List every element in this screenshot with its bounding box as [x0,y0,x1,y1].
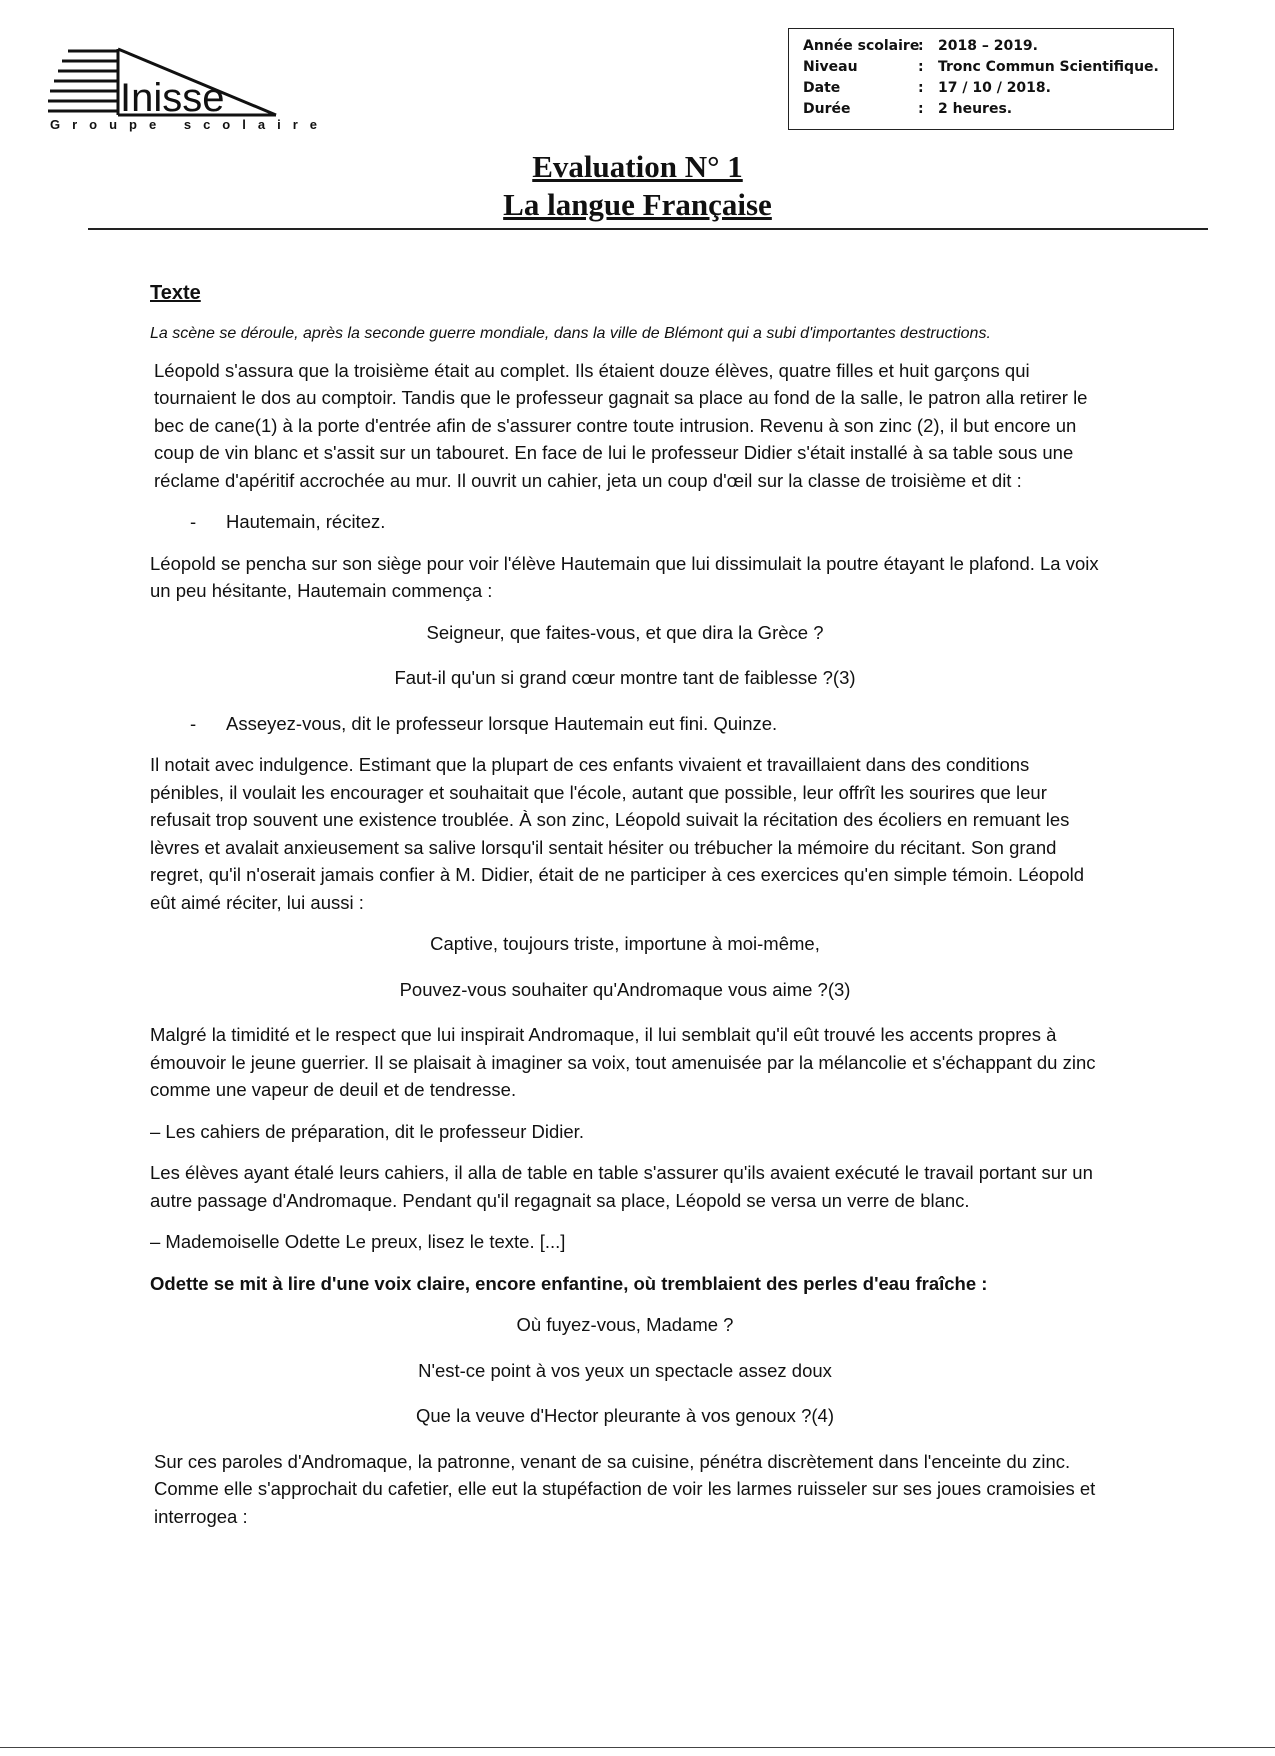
verse-line: Que la veuve d'Hector pleurante à vos genoux ?(4) [416,1405,834,1426]
info-value: 2 heures. [938,101,1013,117]
page-subtitle: La langue Française [503,187,772,222]
info-row-date [803,78,1173,99]
paragraph: Léopold se pencha sur son siège pour voir l'élève Hautemain que lui dissimulait la poutre étayant le plafond. La voix un peu hésitante, Hautemain commença : [150,552,1099,601]
verse-line: Où fuyez-vous, Madame ? [516,1314,734,1335]
dash-marker: - [190,712,197,734]
dialogue-text: Asseyez-vous, dit le professeur lorsque Hautemain eut fini. Quinze. [226,712,778,734]
info-label: Date [803,80,841,96]
info-sep: : [918,59,924,75]
paragraph: – Mademoiselle Odette Le preux, lisez le texte. [...] [150,1231,566,1252]
logo-subtitle: Groupe scolaire [50,117,329,132]
info-label: Durée [803,101,851,117]
dialogue-text: Hautemain, récitez. [226,511,386,532]
logo-text: Inisse [120,76,225,120]
info-sep: : [918,101,924,117]
exam-info-box [788,28,1174,130]
page-title-block [0,148,1275,224]
section-title: Texte [150,282,201,304]
paragraph: – Les cahiers de préparation, dit le professeur Didier. [150,1120,584,1142]
paragraph-bold: Odette se mit à lire d'une voix claire, encore enfantine, où tremblaient des perles d'eau fraîche : [150,1272,988,1294]
logo-graphic [48,45,338,145]
paragraph: Sur ces paroles d'Andromaque, la patronne, venant de sa cuisine, pénétra discrètement dans l'enceinte du zinc. Comme elle s'approchait du cafetier, elle eut la stupéfaction de voir les larmes ruisseler sur ses joues cramoisies et interrogea : [154,1450,1096,1527]
page-title: Evaluation N° 1 [532,149,743,184]
verse-line: Captive, toujours triste, importune à moi-même, [430,933,820,954]
page-bottom-rule [0,1747,1275,1748]
info-row-duration [803,99,1173,120]
dialogue-line [150,710,1100,738]
paragraph: Léopold s'assura que la troisième était au complet. Ils étaient douze élèves, quatre filles et huit garçons qui tournaient le dos au comptoir. Tandis que le professeur gagnait sa place au fond de la salle, le patron alla retirer le bec de cane(1) à la porte d'entrée afin de s'assurer contre toute intrusion. Revenu à son zinc (2), il but encore un coup de vin blanc et s'assit sur un tabouret. En face de lui le professeur Didier s'était installé à sa table sous une réclame d'apéritif accrochée au mur. Il ouvrit un cahier, jeta un coup d'œil sur la classe de troisième et dit : [154,359,1088,491]
info-label: Niveau [803,59,858,75]
text-intro: La scène se déroule, après la seconde guerre mondiale, dans la ville de Blémont qui a subi d'importantes destructions. [150,324,991,342]
paragraph: Malgré la timidité et le respect que lui inspirait Andromaque, il lui semblait qu'il eût trouvé les accents propres à émouvoir le jeune guerrier. Il se plaisait à imaginer sa voix, tout amenuisée par la mélancolie et s'échappant du zinc comme une vapeur de deuil et de tendresse. [150,1024,1096,1100]
text-body [150,280,1100,1544]
dialogue-line [150,508,1100,536]
info-label: Année scolaire [803,38,920,54]
info-row-year [803,36,1173,57]
info-value: 17 / 10 / 2018. [938,80,1051,96]
dash-marker: - [190,511,197,532]
info-row-level [803,57,1173,78]
verse-line: Faut-il qu'un si grand cœur montre tant de faiblesse ?(3) [394,667,856,688]
verse-line: Seigneur, que faites-vous, et que dira la Grèce ? [426,621,824,643]
verse-line: N'est-ce point à vos yeux un spectacle assez doux [418,1359,832,1381]
info-sep: : [918,80,924,96]
paragraph: Il notait avec indulgence. Estimant que la plupart de ces enfants vivaient et travaillaient dans des conditions pénibles, il voulait les encourager et souhaitait que l'école, autant que possible, leur offrît les sourires que leur refusait trop souvent une existence troublée. À son zinc, Léopold suivait la récitation des écoliers en remuant les lèvres et avalait anxieusement sa salive lorsqu'il sentait hésiter ou trébucher la mémoire du récitant. Son grand regret, qu'il n'oserait jamais confier à M. Didier, était de ne participer à ces exercices qu'en simple témoin. Léopold eût aimé réciter, lui aussi : [150,754,1085,913]
paragraph: Les élèves ayant étalé leurs cahiers, il alla de table en table s'assurer qu'ils avaient exécuté le travail portant sur un autre passage d'Andromaque. Pendant qu'il regagnait sa place, Léopold se versa un verre de blanc. [150,1162,1093,1211]
info-sep: : [918,38,924,54]
school-logo [48,45,338,145]
verse-line: Pouvez-vous souhaiter qu'Andromaque vous aime ?(3) [399,978,851,1000]
title-divider [88,228,1208,230]
info-value: Tronc Commun Scientifique. [938,59,1159,75]
info-value: 2018 – 2019. [938,38,1038,54]
